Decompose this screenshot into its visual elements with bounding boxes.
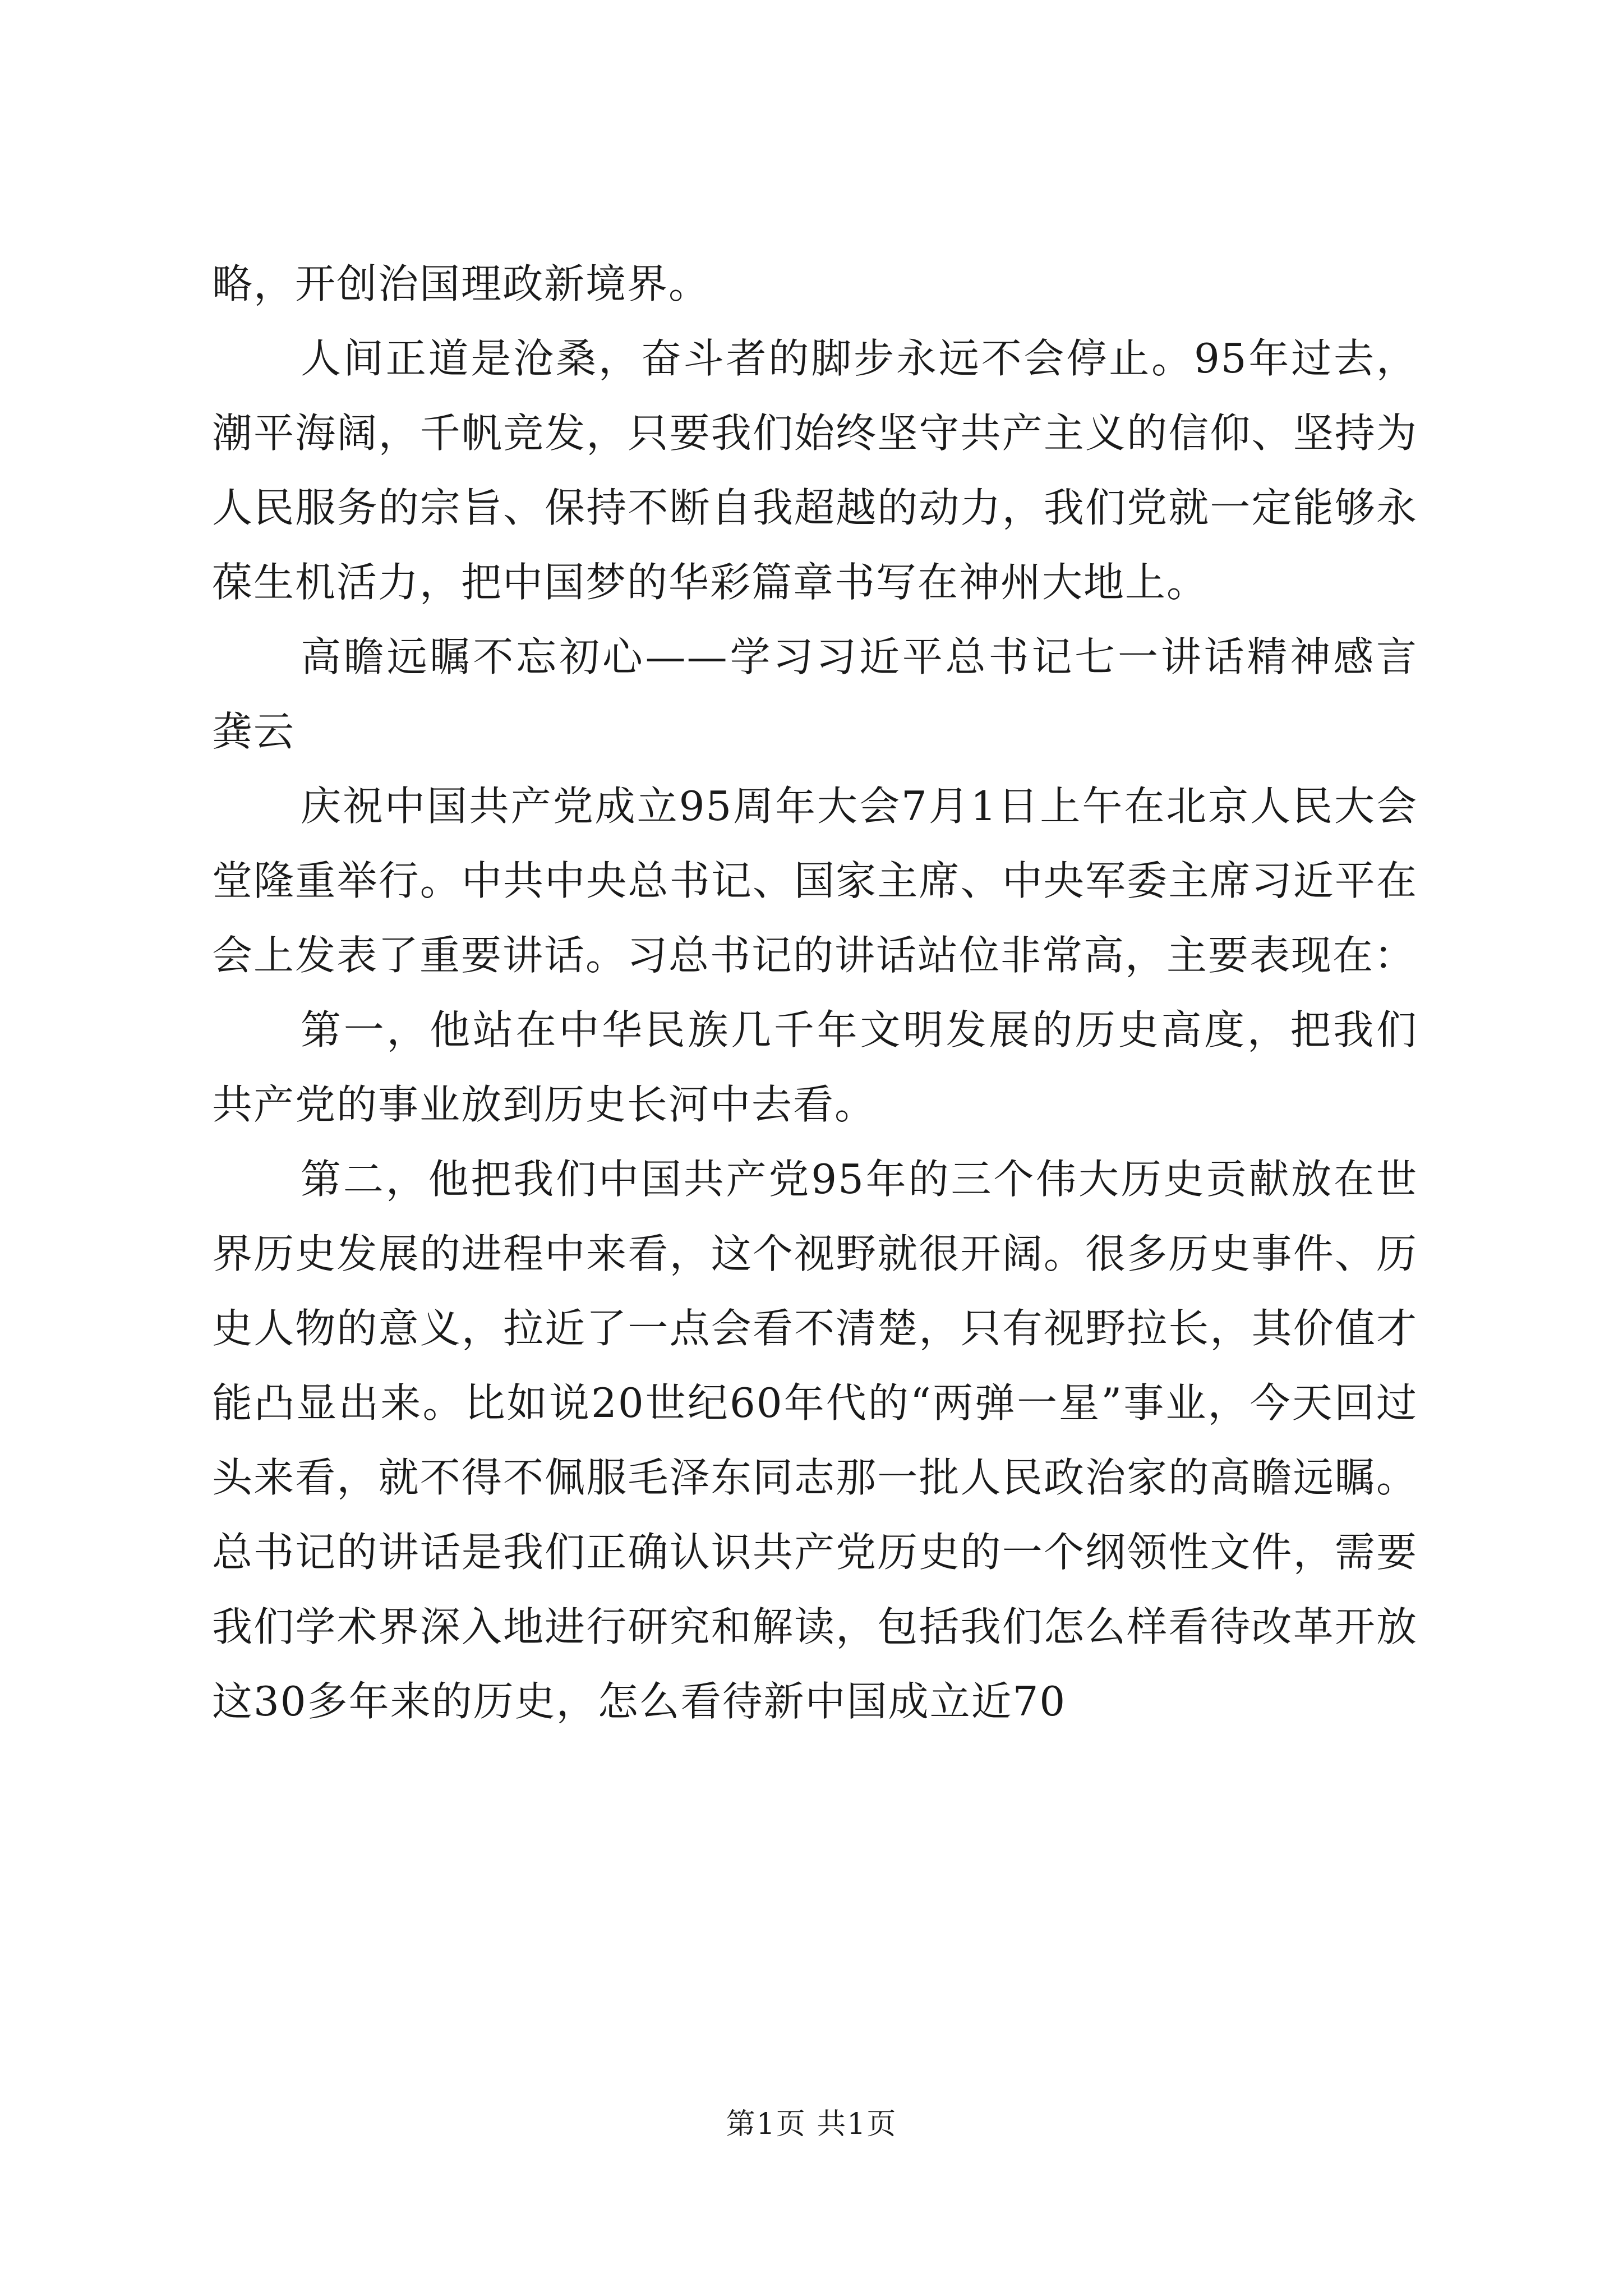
paragraph: 第一，他站在中华民族几千年文明发展的历史高度，把我们共产党的事业放到历史长河中去看。 bbox=[212, 1006, 1418, 1128]
paragraph-continuation: 略，开创治国理政新境界。 bbox=[212, 260, 711, 307]
article-title: 高瞻远瞩不忘初心——学习习近平总书记七一讲话精神感言龚云 bbox=[212, 633, 1418, 755]
paragraph: 人间正道是沧桑，奋斗者的脚步永远不会停止。95年过去，潮平海阔，千帆竞发，只要我们始终坚守共产主义的信仰、坚持为人民服务的宗旨、保持不断自我超越的动力，我们党就一定能够永葆生机活力，把中国梦的华彩篇章书写在神州大地上。 bbox=[212, 335, 1418, 606]
paragraph: 第二，他把我们中国共产党95年的三个伟大历史贡献放在世界历史发展的进程中来看，这个视野就很开阔。很多历史事件、历史人物的意义，拉近了一点会看不清楚，只有视野拉长，其价值才能凸显出来。比如说20世纪60年代的“两弹一星”事业，今天回过头来看，就不得不佩服毛泽东同志那一批人民政治家的高瞻远瞩。总书记的讲话是我们正确认识共产党历史的一个纲领性文件，需要我们学术界深入地进行研究和解读，包括我们怎么样看待改革开放这30多年来的历史，怎么看待新中国成立近70 bbox=[212, 1156, 1418, 1725]
document-body bbox=[212, 247, 1418, 1739]
paragraph: 庆祝中国共产党成立95周年大会7月1日上午在北京人民大会堂隆重举行。中共中央总书记、国家主席、中央军委主席习近平在会上发表了重要讲话。习总书记的讲话站位非常高，主要表现在： bbox=[212, 783, 1418, 979]
page-footer: 第1页 共1页 bbox=[726, 2108, 897, 2141]
